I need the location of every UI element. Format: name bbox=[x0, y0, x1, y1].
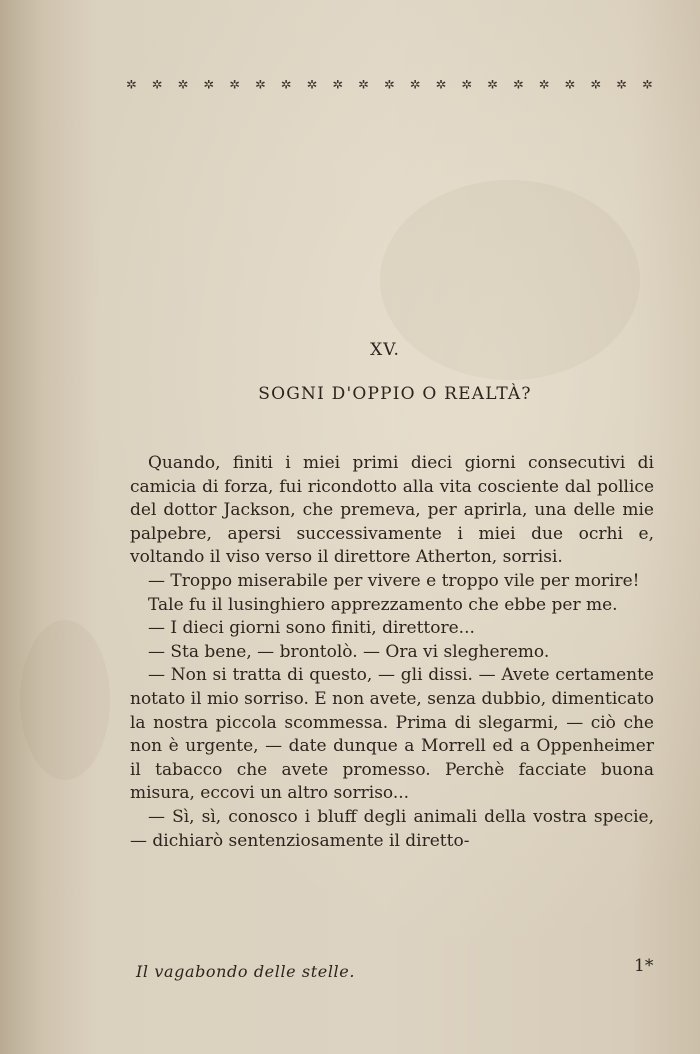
ornament-motif-icon: ✲ bbox=[229, 78, 240, 92]
ornament-motif-icon: ✲ bbox=[590, 78, 601, 92]
chapter-number: XV. bbox=[370, 340, 400, 360]
ornament-motif-icon: ✲ bbox=[203, 78, 214, 92]
ornament-motif-icon: ✲ bbox=[461, 78, 472, 92]
ornament-motif-icon: ✲ bbox=[641, 78, 652, 92]
chapter-title: SOGNI D'OPPIO O REALTÀ? bbox=[258, 384, 532, 404]
paragraph: Tale fu il lusinghiero apprezzamento che ebbe per me. bbox=[148, 594, 618, 615]
ornament-motif-icon: ✲ bbox=[564, 78, 575, 92]
ornament-motif-icon: ✲ bbox=[126, 78, 136, 92]
paragraph: — Sì, sì, conosco i bluff degli animali della vostra specie, — dichiarò sentenziosamente il diretto- bbox=[130, 806, 654, 851]
paragraph: — Sta bene, — brontolò. — Ora vi slegheremo. bbox=[148, 641, 550, 662]
ornament-motif-icon: ✲ bbox=[151, 78, 162, 92]
paper-stain bbox=[20, 620, 110, 780]
ornament-motif-icon: ✲ bbox=[538, 78, 549, 92]
paragraph: — I dieci giorni sono finiti, direttore... bbox=[148, 618, 475, 639]
ornament-motif-icon: ✲ bbox=[280, 78, 291, 92]
ornament-motif-icon: ✲ bbox=[383, 78, 394, 92]
ornament-motif-icon: ✲ bbox=[306, 78, 317, 92]
ornament-motif-icon: ✲ bbox=[177, 78, 188, 92]
ornament-motif-icon: ✲ bbox=[512, 78, 523, 92]
paragraph: Quando, finiti i miei primi dieci giorni consecutivi di camicia di forza, fui ricondotto alla vita cosciente dal pollice del dottor Jackson, che premeva, per aprirla, una delle mie palpebre, apersi successivamente i miei due ocrhi e, voltando il viso verso il direttore Atherton, sorrisi. bbox=[130, 453, 654, 568]
running-title: Il vagabondo delle stelle. bbox=[136, 962, 356, 981]
paragraph: — Troppo miserabile per vivere e troppo vile per morire! bbox=[148, 570, 640, 591]
ornament-motif-icon: ✲ bbox=[435, 78, 446, 92]
ornament-motif-icon: ✲ bbox=[358, 78, 369, 92]
ornament-motif-icon: ✲ bbox=[616, 78, 627, 92]
ornament-motif-icon: ✲ bbox=[332, 78, 343, 92]
paragraph: — Non si tratta di questo, — gli dissi. — Avete certamente notato il mio sorriso. E non avete, senza dubbio, dimenticato la nostra piccola scommessa. Prima di slegarmi, — ciò che non è urgente, — date dunque a Morrell ed a Oppenheimer il tabacco che avete promesso. Perchè facciate buona misura, eccovi un altro sorriso... bbox=[130, 665, 654, 804]
signature-mark: 1* bbox=[634, 956, 654, 976]
ornament-motif-icon: ✲ bbox=[409, 78, 420, 92]
ornament-motif-icon: ✲ bbox=[254, 78, 265, 92]
decorative-header-border bbox=[126, 76, 652, 94]
body-text bbox=[130, 452, 654, 853]
ornament-motif-icon: ✲ bbox=[487, 78, 498, 92]
